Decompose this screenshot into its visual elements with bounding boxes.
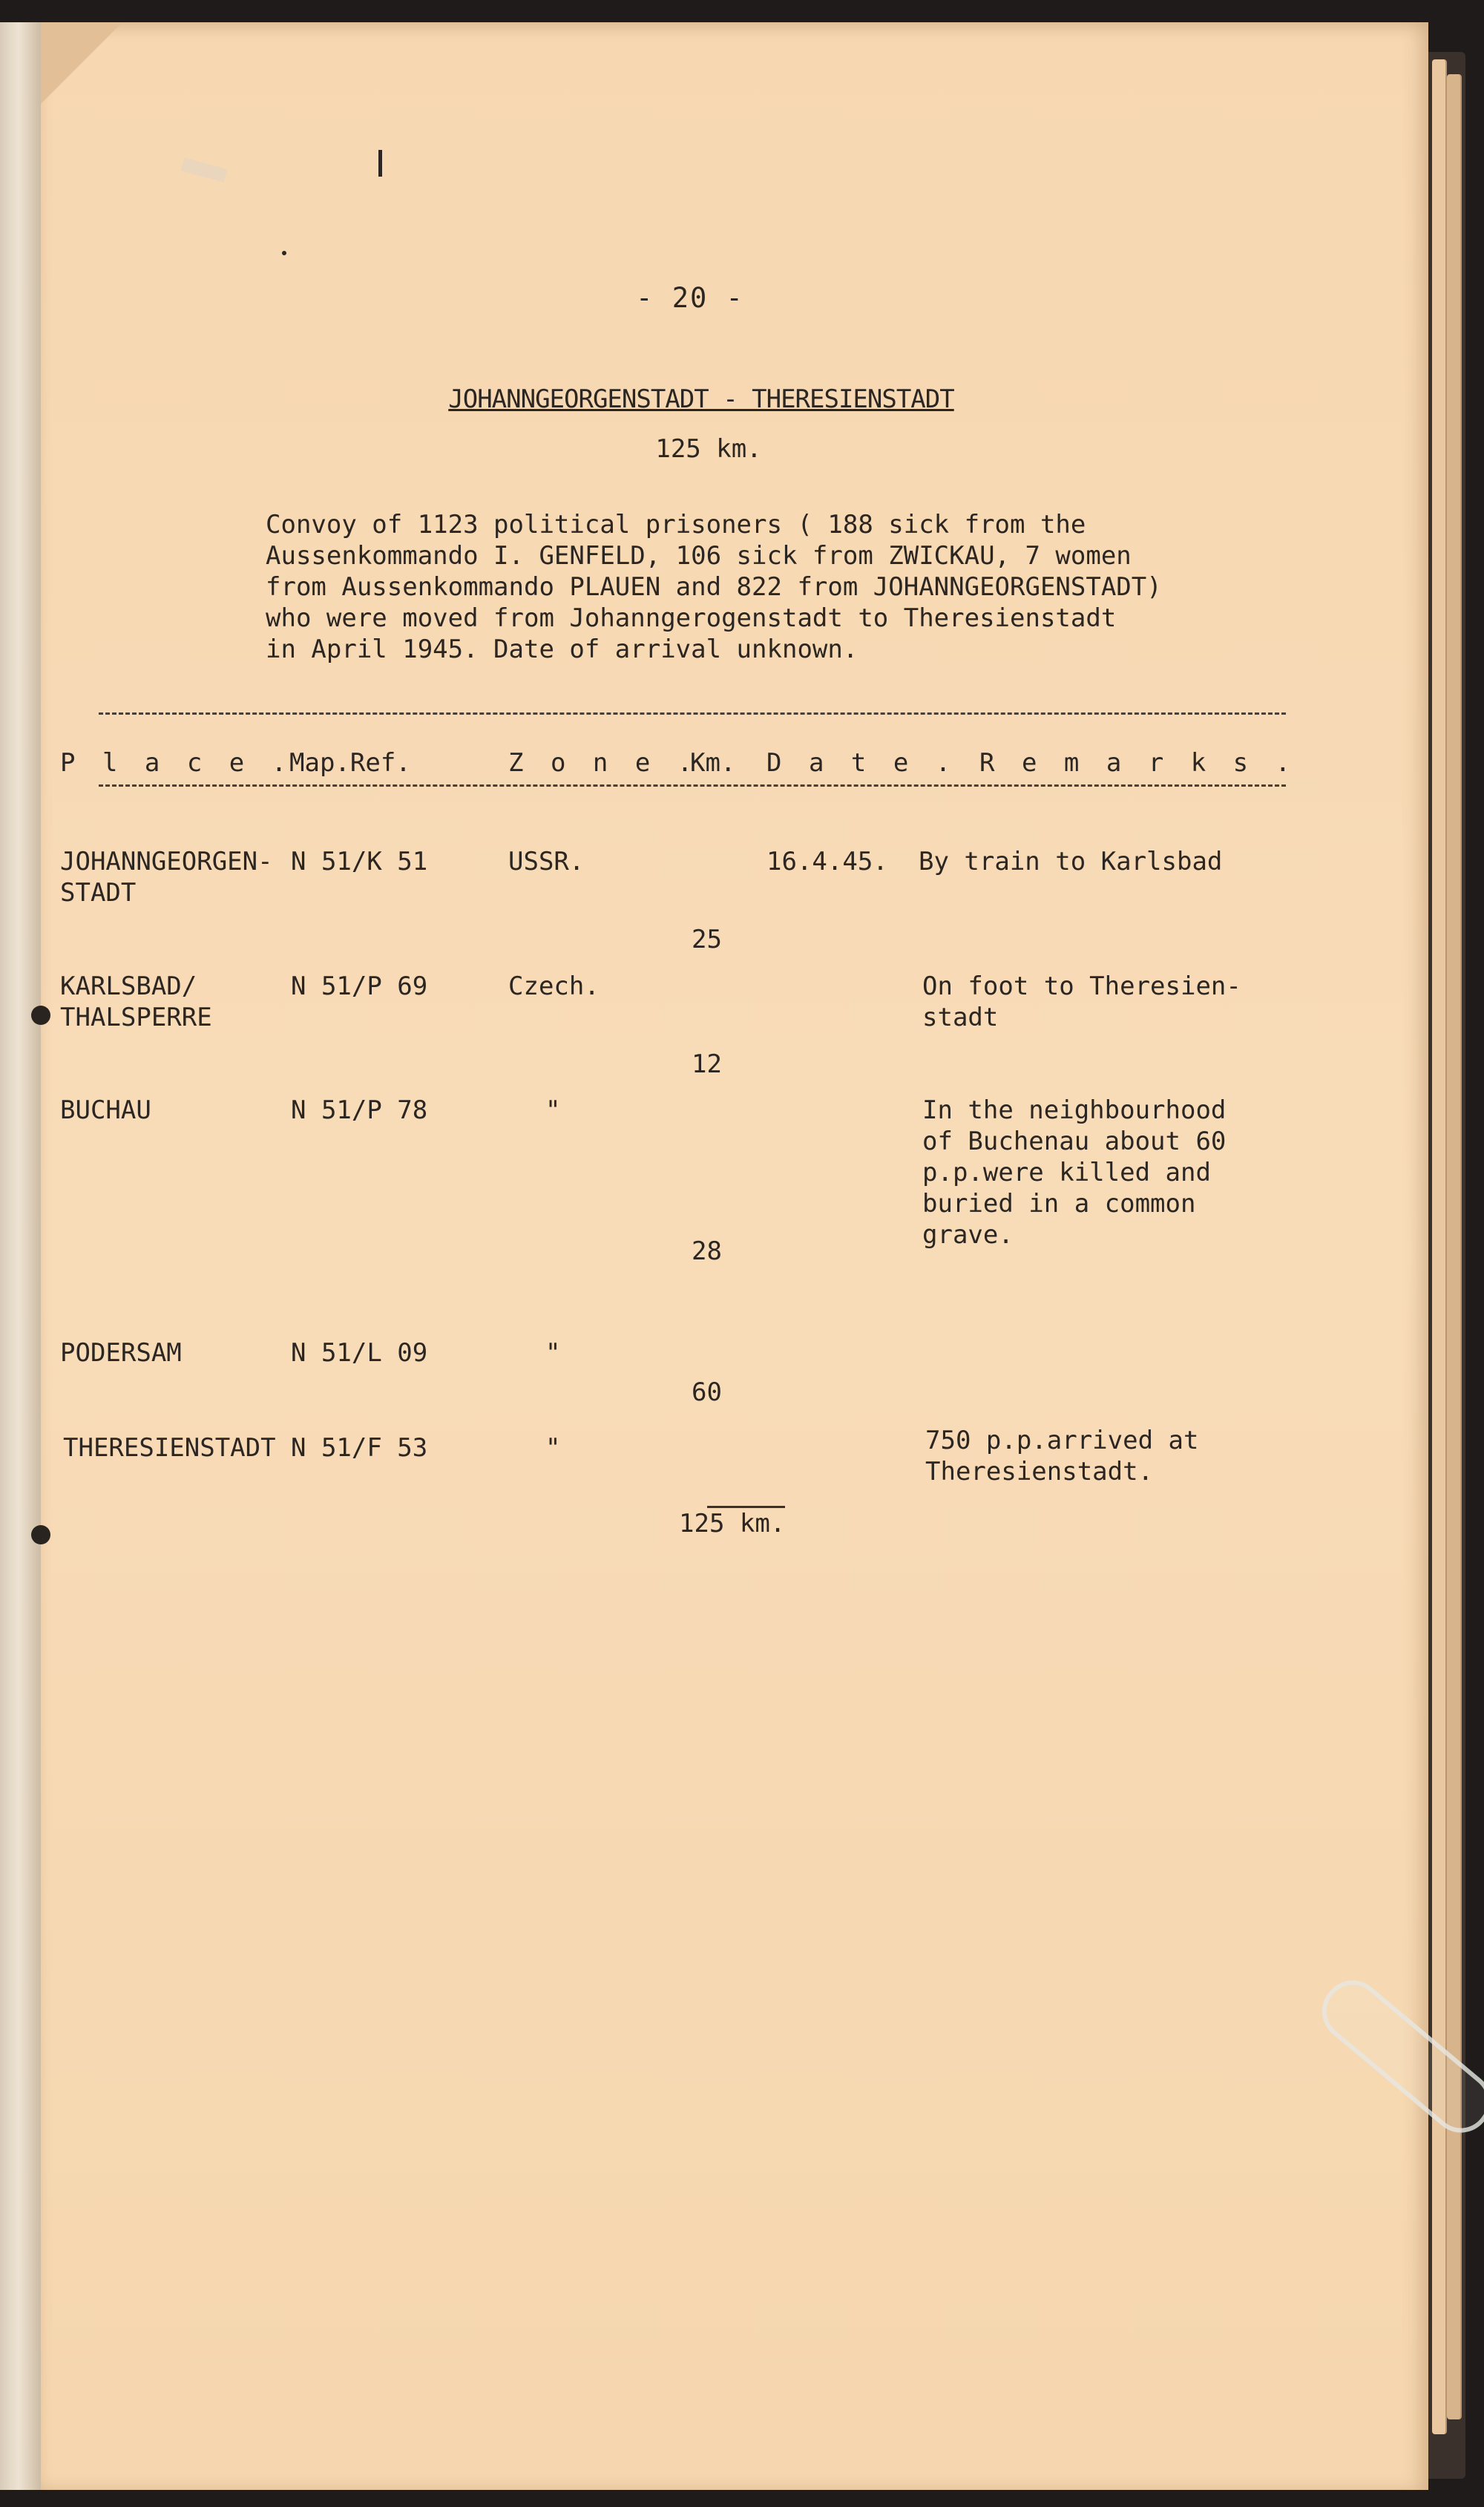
segment-km: 25 xyxy=(692,925,722,954)
table-row-zone: Czech. xyxy=(508,971,600,1001)
folded-corner xyxy=(41,22,122,104)
table-row-place: JOHANNGEORGEN- STADT xyxy=(60,847,273,908)
header-km: Km. xyxy=(690,748,736,778)
table-row-place: BUCHAU xyxy=(60,1095,151,1125)
binding-strip xyxy=(0,22,43,2490)
table-row-date: 16.4.45. xyxy=(766,847,888,876)
total-km: 125 km. xyxy=(679,1509,786,1538)
table-row-remarks: By train to Karlsbad xyxy=(919,847,1223,876)
ink-mark xyxy=(378,150,382,177)
document-page xyxy=(41,22,1428,2490)
header-zone: Z o n e . xyxy=(508,748,699,778)
punch-hole xyxy=(31,1006,50,1025)
convoy-description: Convoy of 1123 political prisoners ( 188 sick from the Aussenkommando I. GENFELD, 106 sick from ZWICKAU, 7 women from Aussenkommando PLAUEN and 822 from JOHANNGEORGENSTADT) who were moved from Johanngerogenstadt to Theresienstadt in April 1945. Date of arrival unknown. xyxy=(266,510,1162,664)
punch-hole xyxy=(31,1525,50,1544)
header-place: P l a c e . xyxy=(60,748,293,778)
table-row-map-ref: N 51/K 51 xyxy=(291,847,428,876)
table-row-place: PODERSAM xyxy=(60,1338,182,1368)
table-row-zone: USSR. xyxy=(508,847,585,876)
table-row-zone: " xyxy=(545,1095,561,1125)
table-row-zone: " xyxy=(545,1338,561,1368)
page-number: - 20 - xyxy=(636,282,744,314)
table-row-map-ref: N 51/P 78 xyxy=(291,1095,428,1125)
header-remarks: R e m a r k s . xyxy=(979,748,1297,778)
table-row-remarks: In the neighbourhood of Buchenau about 60 p.p.were killed and buried in a common grave. xyxy=(922,1095,1227,1250)
table-row-remarks: 750 p.p.arrived at Theresienstadt. xyxy=(925,1426,1199,1487)
header-date: D a t e . xyxy=(766,748,957,778)
table-row-map-ref: N 51/L 09 xyxy=(291,1338,428,1368)
table-row-map-ref: N 51/P 69 xyxy=(291,971,428,1001)
segment-km: 60 xyxy=(692,1377,722,1407)
table-top-rule xyxy=(99,712,1286,715)
header-map-ref: Map.Ref. xyxy=(289,748,411,778)
table-row-map-ref: N 51/F 53 xyxy=(291,1433,428,1463)
total-distance: 125 km. xyxy=(655,434,762,464)
table-row-place: THERESIENSTADT xyxy=(63,1433,276,1463)
table-row-place: KARLSBAD/ THALSPERRE xyxy=(60,971,212,1032)
paper-scuff xyxy=(181,158,228,183)
segment-km: 12 xyxy=(692,1049,722,1079)
table-header-rule xyxy=(99,784,1286,787)
ink-mark xyxy=(282,251,286,255)
table-row-remarks: On foot to Theresien- stadt xyxy=(922,971,1241,1032)
document-title: JOHANNGEORGENSTADT - THERESIENSTADT xyxy=(448,384,954,414)
table-row-zone: " xyxy=(545,1433,561,1463)
segment-km: 28 xyxy=(692,1236,722,1266)
